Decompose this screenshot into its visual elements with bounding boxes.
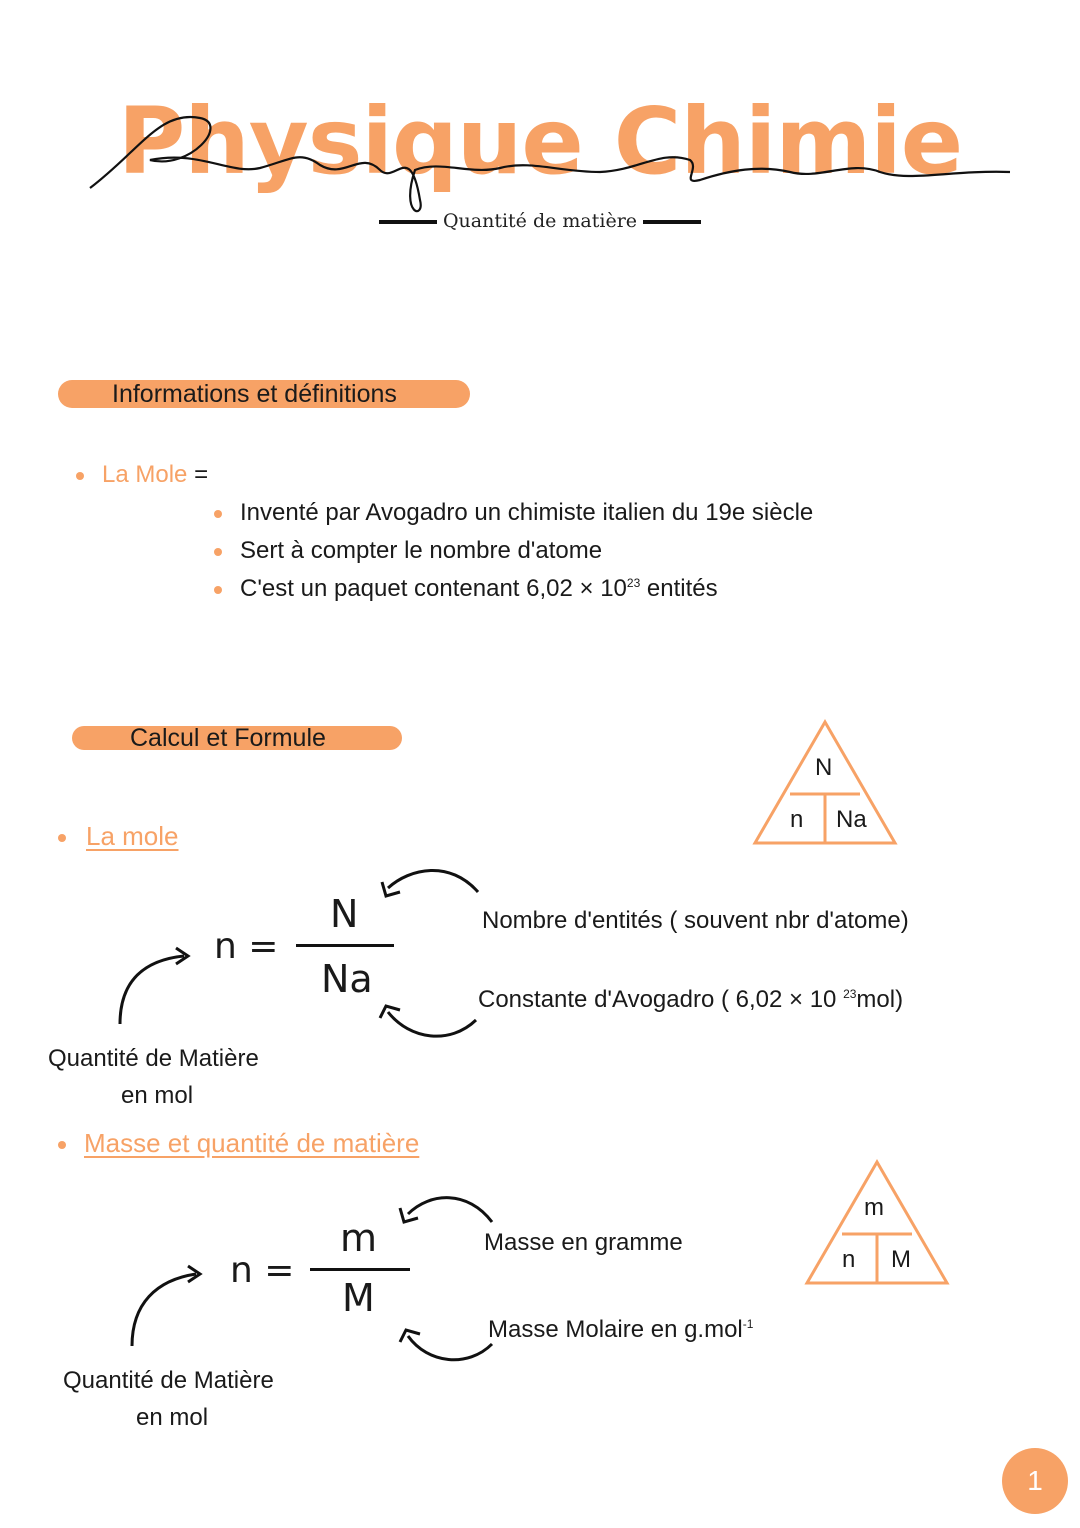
label-denominator [478,986,903,1014]
section-heading-text: Calcul et Formule [130,724,326,752]
subtitle [0,210,1080,232]
label-denominator [488,1316,753,1344]
definition-point-2: Sert à compter le nombre d'atome [240,537,603,564]
label-lhs-line2: en mol [121,1082,194,1109]
triangle-bottom-left-n: n [842,1246,856,1273]
triangle-diagram-mole [750,718,900,848]
label-den-exponent: -1 [742,1317,754,1331]
triangle-bottom-right-na: Na [836,806,867,833]
definition-point-1: Inventé par Avogadro un chimiste italien du 19e siècle [240,499,814,526]
section-heading-informations [58,380,470,408]
subheading-la-mole: La mole [86,821,179,851]
formula-numerator: m [340,1216,378,1260]
page-number-badge: 1 [1002,1448,1068,1514]
formula-arrows [100,860,520,1060]
label-numerator: Nombre d'entités ( souvent nbr d'atome) [482,907,909,934]
label-lhs-line2: en mol [136,1404,209,1431]
label-den-prefix: Constante d'Avogadro ( 6,02 × 10 [478,986,844,1013]
triangle-bottom-left-n: n [790,806,804,833]
formula-numerator: N [330,892,359,936]
triangle-top-n: N [815,754,833,781]
section-heading-text: Informations et définitions [112,380,397,408]
point3-suffix: entités [640,575,718,602]
bullet-icon [214,510,222,518]
label-den-exponent: 23 [843,987,857,1001]
subtitle-text: Quantité de matière [442,210,638,232]
bullet-icon [58,1141,66,1149]
formula-denominator: Na [321,957,373,1001]
subheading-masse: Masse et quantité de matière [84,1128,420,1158]
page-title: Physique Chimie [117,88,963,195]
triangle-top-m: m [864,1194,884,1221]
mole-equals: = [194,461,209,488]
bullet-icon [214,548,222,556]
definition-point-3 [240,575,718,603]
subtitle-rule-right [643,220,701,224]
mole-term-line [102,461,208,489]
triangle-diagram-masse [802,1158,952,1288]
bullet-icon [76,472,84,480]
formula-lhs: n = [230,1250,295,1291]
point3-prefix: C'est un paquet contenant 6,02 × 10 [240,575,627,602]
bullet-icon [58,834,66,842]
subtitle-rule-left [379,220,437,224]
label-numerator: Masse en gramme [484,1229,683,1256]
section-heading-calcul [72,726,402,750]
formula-arrows [110,1180,530,1380]
label-lhs-line1: Quantité de Matière [48,1045,259,1072]
point3-exponent: 23 [626,576,641,590]
label-lhs-line1: Quantité de Matière [63,1367,274,1394]
formula-lhs: n = [214,926,279,967]
formula-denominator: M [342,1276,375,1320]
triangle-bottom-right-m: M [891,1246,911,1273]
label-den-suffix: mol) [856,986,904,1013]
label-den-prefix: Masse Molaire en g.mol [488,1316,743,1343]
mole-term: La Mole [102,461,188,488]
bullet-icon [214,586,222,594]
